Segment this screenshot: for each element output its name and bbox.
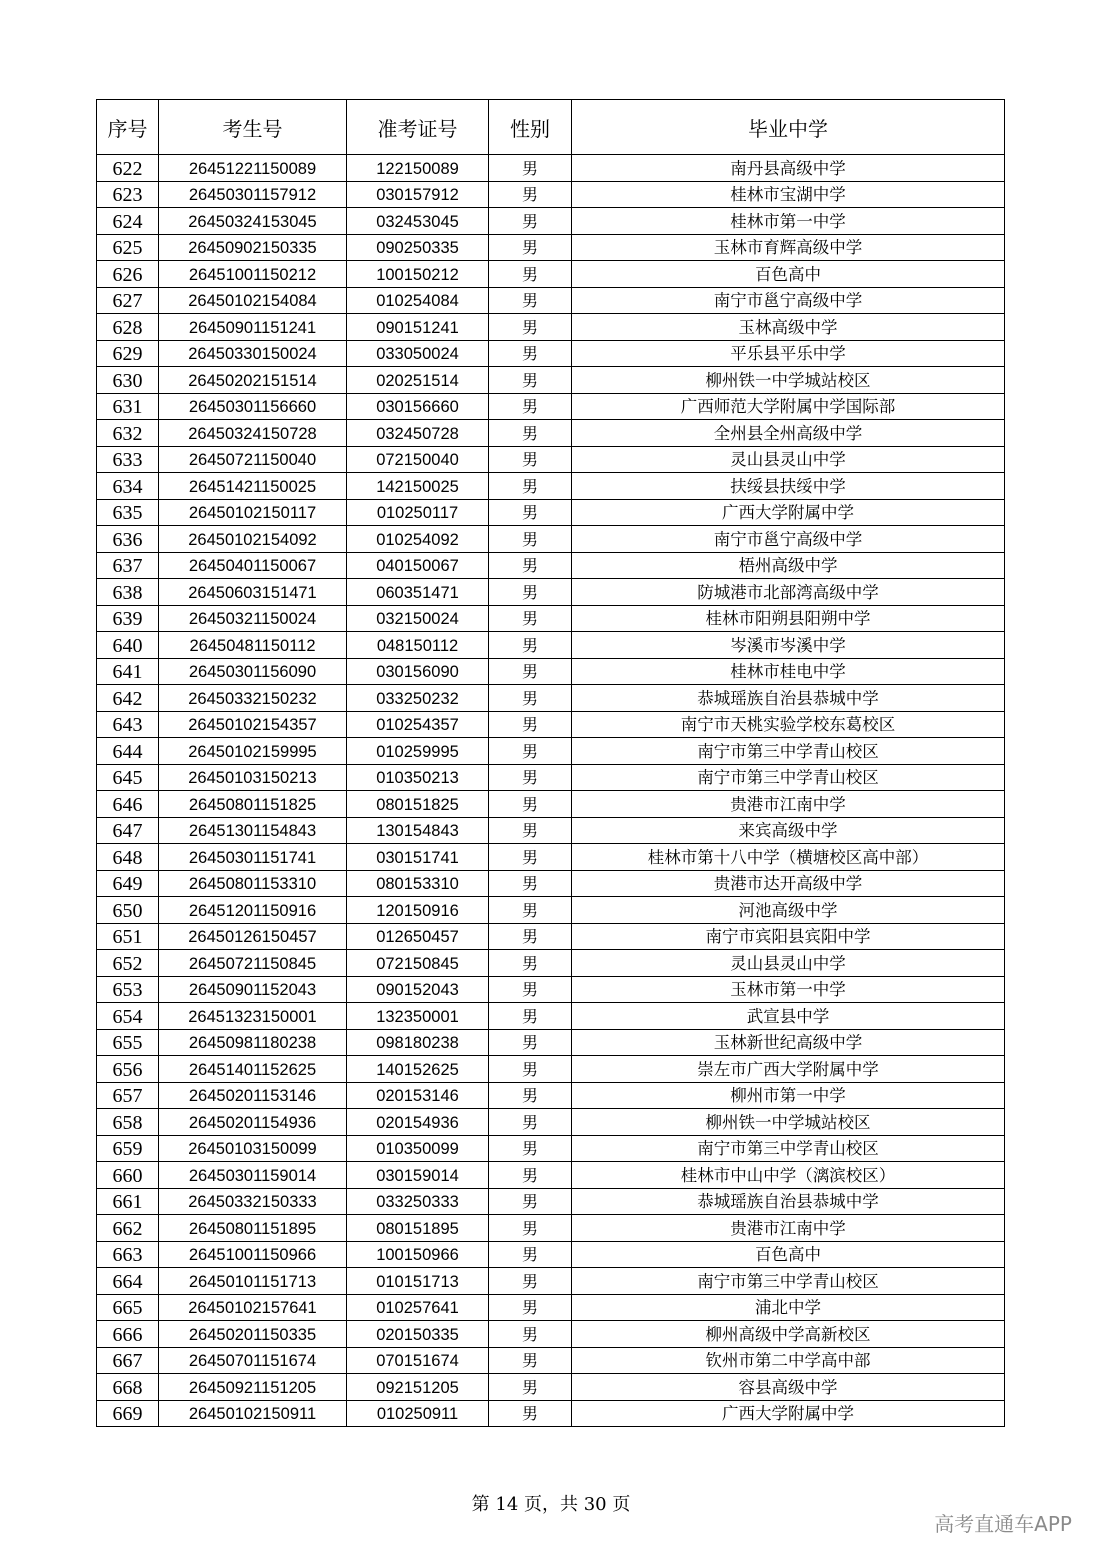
table-row [97,340,1005,367]
row-admission-ticket: 122150089 [347,155,489,182]
row-seq: 622 [97,155,159,182]
row-school: 百色高中 [572,261,1005,288]
row-school: 玉林高级中学 [572,314,1005,341]
row-seq: 661 [97,1188,159,1215]
row-seq: 656 [97,1056,159,1083]
row-admission-ticket: 142150025 [347,473,489,500]
row-school: 武宣县中学 [572,1003,1005,1030]
row-seq: 650 [97,897,159,924]
row-candidate-number: 26450801151825 [159,791,347,818]
header-gender: 性别 [489,100,572,155]
table-row [97,738,1005,765]
row-gender: 男 [489,367,572,394]
row-candidate-number: 26450102154084 [159,287,347,314]
row-school: 桂林市第十八中学（横塘校区高中部） [572,844,1005,871]
table-row [97,1215,1005,1242]
row-school: 贵港市江南中学 [572,791,1005,818]
row-admission-ticket: 030151741 [347,844,489,871]
header-candidate-number: 考生号 [159,100,347,155]
row-seq: 651 [97,923,159,950]
row-seq: 638 [97,579,159,606]
row-seq: 623 [97,181,159,208]
row-gender: 男 [489,1347,572,1374]
row-school: 钦州市第二中学高中部 [572,1347,1005,1374]
row-candidate-number: 26451201150916 [159,897,347,924]
row-admission-ticket: 080151825 [347,791,489,818]
row-school: 桂林市桂电中学 [572,658,1005,685]
row-seq: 627 [97,287,159,314]
row-admission-ticket: 032450728 [347,420,489,447]
row-candidate-number: 26450921151205 [159,1374,347,1401]
table-row [97,155,1005,182]
row-seq: 624 [97,208,159,235]
row-seq: 654 [97,1003,159,1030]
row-admission-ticket: 010350213 [347,764,489,791]
admission-table [96,99,1005,1427]
row-school: 恭城瑶族自治县恭城中学 [572,685,1005,712]
row-seq: 644 [97,738,159,765]
row-candidate-number: 26450901151241 [159,314,347,341]
row-gender: 男 [489,870,572,897]
row-candidate-number: 26451401152625 [159,1056,347,1083]
row-admission-ticket: 048150112 [347,632,489,659]
row-seq: 643 [97,711,159,738]
row-seq: 662 [97,1215,159,1242]
row-candidate-number: 26450701151674 [159,1347,347,1374]
row-seq: 649 [97,870,159,897]
row-admission-ticket: 030159014 [347,1162,489,1189]
table-row [97,1294,1005,1321]
row-seq: 658 [97,1109,159,1136]
row-school: 南宁市宾阳县宾阳中学 [572,923,1005,950]
row-seq: 653 [97,976,159,1003]
row-candidate-number: 26450201154936 [159,1109,347,1136]
table-row [97,367,1005,394]
row-admission-ticket: 092151205 [347,1374,489,1401]
row-seq: 645 [97,764,159,791]
row-gender: 男 [489,420,572,447]
row-school: 南宁市邕宁高级中学 [572,526,1005,553]
row-gender: 男 [489,950,572,977]
row-candidate-number: 26450301151741 [159,844,347,871]
row-candidate-number: 26451301154843 [159,817,347,844]
row-candidate-number: 26450301156090 [159,658,347,685]
row-admission-ticket: 080151895 [347,1215,489,1242]
row-gender: 男 [489,1082,572,1109]
row-gender: 男 [489,711,572,738]
row-gender: 男 [489,923,572,950]
row-seq: 642 [97,685,159,712]
row-admission-ticket: 020150335 [347,1321,489,1348]
row-candidate-number: 26450332150232 [159,685,347,712]
row-gender: 男 [489,526,572,553]
row-candidate-number: 26450801153310 [159,870,347,897]
row-candidate-number: 26450102154357 [159,711,347,738]
row-seq: 636 [97,526,159,553]
table-row [97,897,1005,924]
row-school: 扶绥县扶绥中学 [572,473,1005,500]
row-candidate-number: 26450201150335 [159,1321,347,1348]
row-candidate-number: 26450102157641 [159,1294,347,1321]
row-candidate-number: 26450301156660 [159,393,347,420]
row-candidate-number: 26450102150117 [159,499,347,526]
row-gender: 男 [489,1268,572,1295]
row-candidate-number: 26451001150212 [159,261,347,288]
row-candidate-number: 26450103150099 [159,1135,347,1162]
header-school: 毕业中学 [572,100,1005,155]
row-gender: 男 [489,181,572,208]
row-school: 灵山县灵山中学 [572,950,1005,977]
table-row [97,1347,1005,1374]
row-admission-ticket: 090250335 [347,234,489,261]
row-gender: 男 [489,1162,572,1189]
row-seq: 633 [97,446,159,473]
page-number: 第 14 页，共 30 页 [471,1494,631,1515]
row-gender: 男 [489,685,572,712]
row-school: 南丹县高级中学 [572,155,1005,182]
row-seq: 659 [97,1135,159,1162]
row-admission-ticket: 020251514 [347,367,489,394]
row-admission-ticket: 032453045 [347,208,489,235]
row-gender: 男 [489,1188,572,1215]
row-candidate-number: 26450330150024 [159,340,347,367]
row-gender: 男 [489,897,572,924]
row-seq: 641 [97,658,159,685]
row-school: 桂林市宝湖中学 [572,181,1005,208]
table-row [97,844,1005,871]
row-admission-ticket: 010250117 [347,499,489,526]
row-school: 百色高中 [572,1241,1005,1268]
row-candidate-number: 26450201153146 [159,1082,347,1109]
table-row [97,473,1005,500]
row-candidate-number: 26450101151713 [159,1268,347,1295]
row-gender: 男 [489,1215,572,1242]
table-row [97,605,1005,632]
row-admission-ticket: 033250232 [347,685,489,712]
row-school: 容县高级中学 [572,1374,1005,1401]
table-body [97,155,1005,1427]
row-admission-ticket: 030156660 [347,393,489,420]
table-row [97,764,1005,791]
row-admission-ticket: 010254092 [347,526,489,553]
row-gender: 男 [489,234,572,261]
row-school: 南宁市第三中学青山校区 [572,764,1005,791]
table-row [97,791,1005,818]
row-school: 南宁市第三中学青山校区 [572,1135,1005,1162]
row-gender: 男 [489,976,572,1003]
row-school: 柳州铁一中学城站校区 [572,1109,1005,1136]
row-school: 柳州市第一中学 [572,1082,1005,1109]
row-seq: 648 [97,844,159,871]
row-candidate-number: 26450481150112 [159,632,347,659]
row-gender: 男 [489,1135,572,1162]
row-admission-ticket: 010151713 [347,1268,489,1295]
row-admission-ticket: 010257641 [347,1294,489,1321]
row-candidate-number: 26450801151895 [159,1215,347,1242]
row-seq: 665 [97,1294,159,1321]
table-row [97,711,1005,738]
row-school: 全州县全州高级中学 [572,420,1005,447]
table-row [97,1268,1005,1295]
row-admission-ticket: 120150916 [347,897,489,924]
row-school: 广西大学附属中学 [572,499,1005,526]
row-admission-ticket: 090152043 [347,976,489,1003]
row-school: 广西大学附属中学 [572,1400,1005,1427]
row-seq: 646 [97,791,159,818]
row-school: 柳州铁一中学城站校区 [572,367,1005,394]
table-row [97,1003,1005,1030]
table-row [97,658,1005,685]
row-candidate-number: 26450324150728 [159,420,347,447]
row-gender: 男 [489,1400,572,1427]
row-admission-ticket: 010254084 [347,287,489,314]
row-admission-ticket: 132350001 [347,1003,489,1030]
row-candidate-number: 26450721150845 [159,950,347,977]
row-seq: 637 [97,552,159,579]
row-gender: 男 [489,393,572,420]
table-row [97,552,1005,579]
row-admission-ticket: 033250333 [347,1188,489,1215]
row-admission-ticket: 010350099 [347,1135,489,1162]
row-gender: 男 [489,632,572,659]
row-gender: 男 [489,155,572,182]
row-gender: 男 [489,1321,572,1348]
row-admission-ticket: 072150845 [347,950,489,977]
row-candidate-number: 26450102150911 [159,1400,347,1427]
row-gender: 男 [489,552,572,579]
row-school: 平乐县平乐中学 [572,340,1005,367]
row-candidate-number: 26451323150001 [159,1003,347,1030]
table-row [97,1374,1005,1401]
table-row [97,632,1005,659]
row-gender: 男 [489,287,572,314]
header-admission-ticket: 准考证号 [347,100,489,155]
table-row [97,1400,1005,1427]
row-seq: 663 [97,1241,159,1268]
row-candidate-number: 26450603151471 [159,579,347,606]
table-row [97,817,1005,844]
row-gender: 男 [489,1294,572,1321]
row-seq: 669 [97,1400,159,1427]
row-candidate-number: 26450901152043 [159,976,347,1003]
table-row [97,923,1005,950]
row-gender: 男 [489,579,572,606]
table-row [97,446,1005,473]
row-candidate-number: 26450126150457 [159,923,347,950]
table-row [97,1109,1005,1136]
row-candidate-number: 26450102154092 [159,526,347,553]
row-admission-ticket: 020153146 [347,1082,489,1109]
row-candidate-number: 26450332150333 [159,1188,347,1215]
row-admission-ticket: 012650457 [347,923,489,950]
row-gender: 男 [489,1109,572,1136]
row-seq: 625 [97,234,159,261]
row-school: 南宁市第三中学青山校区 [572,1268,1005,1295]
row-admission-ticket: 130154843 [347,817,489,844]
table-row [97,1241,1005,1268]
row-admission-ticket: 070151674 [347,1347,489,1374]
row-seq: 666 [97,1321,159,1348]
table-row [97,181,1005,208]
row-school: 恭城瑶族自治县恭城中学 [572,1188,1005,1215]
row-admission-ticket: 010254357 [347,711,489,738]
row-admission-ticket: 033050024 [347,340,489,367]
row-school: 桂林市阳朔县阳朔中学 [572,605,1005,632]
row-school: 贵港市达开高级中学 [572,870,1005,897]
table-row [97,950,1005,977]
table-row [97,1082,1005,1109]
row-gender: 男 [489,1374,572,1401]
row-seq: 628 [97,314,159,341]
row-admission-ticket: 090151241 [347,314,489,341]
row-school: 灵山县灵山中学 [572,446,1005,473]
row-seq: 667 [97,1347,159,1374]
row-gender: 男 [489,764,572,791]
row-candidate-number: 26451001150966 [159,1241,347,1268]
table-row [97,499,1005,526]
row-school: 南宁市邕宁高级中学 [572,287,1005,314]
table-row [97,234,1005,261]
row-gender: 男 [489,208,572,235]
table-row [97,579,1005,606]
row-gender: 男 [489,844,572,871]
row-seq: 664 [97,1268,159,1295]
table-row [97,287,1005,314]
row-admission-ticket: 010250911 [347,1400,489,1427]
row-school: 玉林市育辉高级中学 [572,234,1005,261]
row-school: 崇左市广西大学附属中学 [572,1056,1005,1083]
row-school: 柳州高级中学高新校区 [572,1321,1005,1348]
row-school: 梧州高级中学 [572,552,1005,579]
row-school: 桂林市第一中学 [572,208,1005,235]
table-row [97,1056,1005,1083]
row-admission-ticket: 020154936 [347,1109,489,1136]
row-candidate-number: 26451221150089 [159,155,347,182]
row-candidate-number: 26450721150040 [159,446,347,473]
row-seq: 629 [97,340,159,367]
row-school: 岑溪市岑溪中学 [572,632,1005,659]
row-school: 贵港市江南中学 [572,1215,1005,1242]
row-gender: 男 [489,817,572,844]
table-row [97,870,1005,897]
row-seq: 657 [97,1082,159,1109]
row-seq: 626 [97,261,159,288]
row-candidate-number: 26451421150025 [159,473,347,500]
row-gender: 男 [489,791,572,818]
row-gender: 男 [489,261,572,288]
row-candidate-number: 26450202151514 [159,367,347,394]
row-admission-ticket: 098180238 [347,1029,489,1056]
row-candidate-number: 26450321150024 [159,605,347,632]
row-gender: 男 [489,314,572,341]
row-seq: 655 [97,1029,159,1056]
row-seq: 668 [97,1374,159,1401]
row-seq: 631 [97,393,159,420]
table-row [97,526,1005,553]
row-admission-ticket: 030157912 [347,181,489,208]
row-seq: 660 [97,1162,159,1189]
table-row [97,685,1005,712]
row-admission-ticket: 072150040 [347,446,489,473]
row-candidate-number: 26450324153045 [159,208,347,235]
row-candidate-number: 26450981180238 [159,1029,347,1056]
row-seq: 632 [97,420,159,447]
row-school: 防城港市北部湾高级中学 [572,579,1005,606]
row-school: 浦北中学 [572,1294,1005,1321]
row-school: 南宁市天桃实验学校东葛校区 [572,711,1005,738]
row-admission-ticket: 010259995 [347,738,489,765]
table-row [97,208,1005,235]
row-seq: 647 [97,817,159,844]
row-candidate-number: 26450401150067 [159,552,347,579]
row-gender: 男 [489,340,572,367]
row-candidate-number: 26450102159995 [159,738,347,765]
row-seq: 634 [97,473,159,500]
table-row [97,976,1005,1003]
app-watermark: 高考直通车APP [934,1512,1072,1536]
row-candidate-number: 26450301157912 [159,181,347,208]
row-school: 河池高级中学 [572,897,1005,924]
table-row [97,420,1005,447]
table-row [97,314,1005,341]
row-admission-ticket: 080153310 [347,870,489,897]
row-seq: 639 [97,605,159,632]
row-gender: 男 [489,473,572,500]
row-school: 桂林市中山中学（漓滨校区） [572,1162,1005,1189]
row-gender: 男 [489,658,572,685]
row-candidate-number: 26450301159014 [159,1162,347,1189]
table-row [97,1321,1005,1348]
row-admission-ticket: 100150966 [347,1241,489,1268]
row-gender: 男 [489,1029,572,1056]
row-school: 玉林新世纪高级中学 [572,1029,1005,1056]
row-seq: 635 [97,499,159,526]
row-seq: 652 [97,950,159,977]
row-admission-ticket: 060351471 [347,579,489,606]
row-admission-ticket: 140152625 [347,1056,489,1083]
table-row [97,1162,1005,1189]
row-gender: 男 [489,499,572,526]
table-header-row [97,100,1005,155]
header-seq: 序号 [97,100,159,155]
row-school: 广西师范大学附属中学国际部 [572,393,1005,420]
table-row [97,393,1005,420]
table-row [97,1029,1005,1056]
row-school: 南宁市第三中学青山校区 [572,738,1005,765]
row-admission-ticket: 030156090 [347,658,489,685]
row-gender: 男 [489,738,572,765]
row-school: 来宾高级中学 [572,817,1005,844]
row-school: 玉林市第一中学 [572,976,1005,1003]
row-admission-ticket: 032150024 [347,605,489,632]
row-candidate-number: 26450902150335 [159,234,347,261]
row-admission-ticket: 100150212 [347,261,489,288]
row-seq: 630 [97,367,159,394]
table-row [97,1188,1005,1215]
table-row [97,1135,1005,1162]
row-gender: 男 [489,605,572,632]
row-seq: 640 [97,632,159,659]
row-gender: 男 [489,1003,572,1030]
row-gender: 男 [489,1241,572,1268]
row-candidate-number: 26450103150213 [159,764,347,791]
row-admission-ticket: 040150067 [347,552,489,579]
row-gender: 男 [489,446,572,473]
row-gender: 男 [489,1056,572,1083]
table-row [97,261,1005,288]
